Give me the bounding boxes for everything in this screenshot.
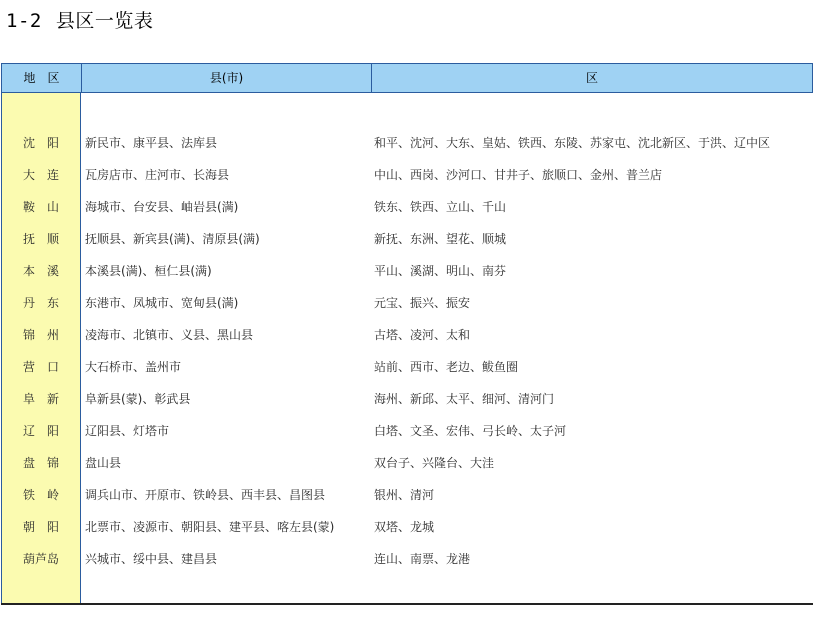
table-row	[1, 319, 813, 351]
table-row	[1, 127, 813, 159]
header-district: 区	[371, 64, 813, 92]
region-cell: 阜 新	[22, 392, 59, 406]
county-cell: 辽阳县、灯塔市	[85, 424, 170, 438]
table-body	[1, 127, 813, 575]
district-cell: 铁东、铁西、立山、千山	[374, 200, 507, 214]
county-cell: 兴城市、绥中县、建昌县	[85, 552, 218, 566]
region-cell: 抚 顺	[22, 232, 59, 246]
table-row	[1, 415, 813, 447]
county-cell: 东港市、凤城市、宽甸县(满)	[85, 296, 239, 310]
table-row	[1, 223, 813, 255]
table-row	[1, 351, 813, 383]
region-cell: 朝 阳	[22, 520, 59, 534]
county-cell: 大石桥市、盖州市	[85, 360, 182, 374]
region-cell: 大 连	[22, 168, 59, 182]
table-row	[1, 159, 813, 191]
district-cell: 白塔、文圣、宏伟、弓长岭、太子河	[374, 424, 567, 438]
county-cell: 新民市、康平县、法库县	[85, 136, 218, 150]
district-cell: 银州、清河	[374, 488, 435, 502]
district-cell: 海州、新邱、太平、细河、清河门	[374, 392, 555, 406]
district-cell: 元宝、振兴、振安	[374, 296, 471, 310]
title-number: 1-2	[6, 10, 42, 32]
table-row	[1, 383, 813, 415]
district-cell: 站前、西市、老边、鲅鱼圈	[374, 360, 519, 374]
county-cell: 北票市、凌源市、朝阳县、建平县、喀左县(蒙)	[85, 520, 335, 534]
region-cell: 本 溪	[22, 264, 59, 278]
county-cell: 调兵山市、开原市、铁岭县、西丰县、昌图县	[85, 488, 326, 502]
county-district-table	[1, 63, 813, 606]
district-cell: 连山、南票、龙港	[374, 552, 471, 566]
table-row	[1, 543, 813, 575]
district-cell: 双塔、龙城	[374, 520, 435, 534]
region-cell: 丹 东	[22, 296, 59, 310]
table-header	[1, 63, 813, 93]
district-cell: 双台子、兴隆台、大洼	[374, 456, 495, 470]
district-cell: 古塔、凌河、太和	[374, 328, 471, 342]
table-row	[1, 191, 813, 223]
region-cell: 营 口	[22, 360, 59, 374]
county-cell: 阜新县(蒙)、彰武县	[85, 392, 191, 406]
table-row	[1, 287, 813, 319]
county-cell: 本溪县(满)、桓仁县(满)	[85, 264, 212, 278]
table-bottom-rule	[1, 603, 813, 605]
table-row	[1, 447, 813, 479]
county-cell: 抚顺县、新宾县(满)、清原县(满)	[85, 232, 260, 246]
table-row	[1, 255, 813, 287]
header-county: 县(市)	[81, 64, 371, 92]
district-cell: 中山、西岗、沙河口、甘井子、旅顺口、金州、普兰店	[374, 168, 663, 182]
county-cell: 凌海市、北镇市、义县、黑山县	[85, 328, 254, 342]
table-row	[1, 479, 813, 511]
district-cell: 新抚、东洲、望花、顺城	[374, 232, 507, 246]
region-cell: 鞍 山	[22, 200, 59, 214]
region-cell: 葫芦岛	[22, 552, 59, 566]
county-cell: 海城市、台安县、岫岩县(满)	[85, 200, 239, 214]
region-cell: 锦 州	[22, 328, 59, 342]
county-cell: 盘山县	[85, 456, 122, 470]
page-title	[6, 6, 153, 33]
district-cell: 平山、溪湖、明山、南芬	[374, 264, 507, 278]
table-row	[1, 511, 813, 543]
region-cell: 辽 阳	[22, 424, 59, 438]
title-text: 县区一览表	[55, 10, 154, 32]
header-region: 地 区	[1, 64, 81, 92]
county-cell: 瓦房店市、庄河市、长海县	[85, 168, 230, 182]
region-cell: 铁 岭	[22, 488, 59, 502]
district-cell: 和平、沈河、大东、皇姑、铁西、东陵、苏家屯、沈北新区、于洪、辽中区	[374, 136, 771, 150]
region-cell: 盘 锦	[22, 456, 59, 470]
region-cell: 沈 阳	[22, 136, 59, 150]
